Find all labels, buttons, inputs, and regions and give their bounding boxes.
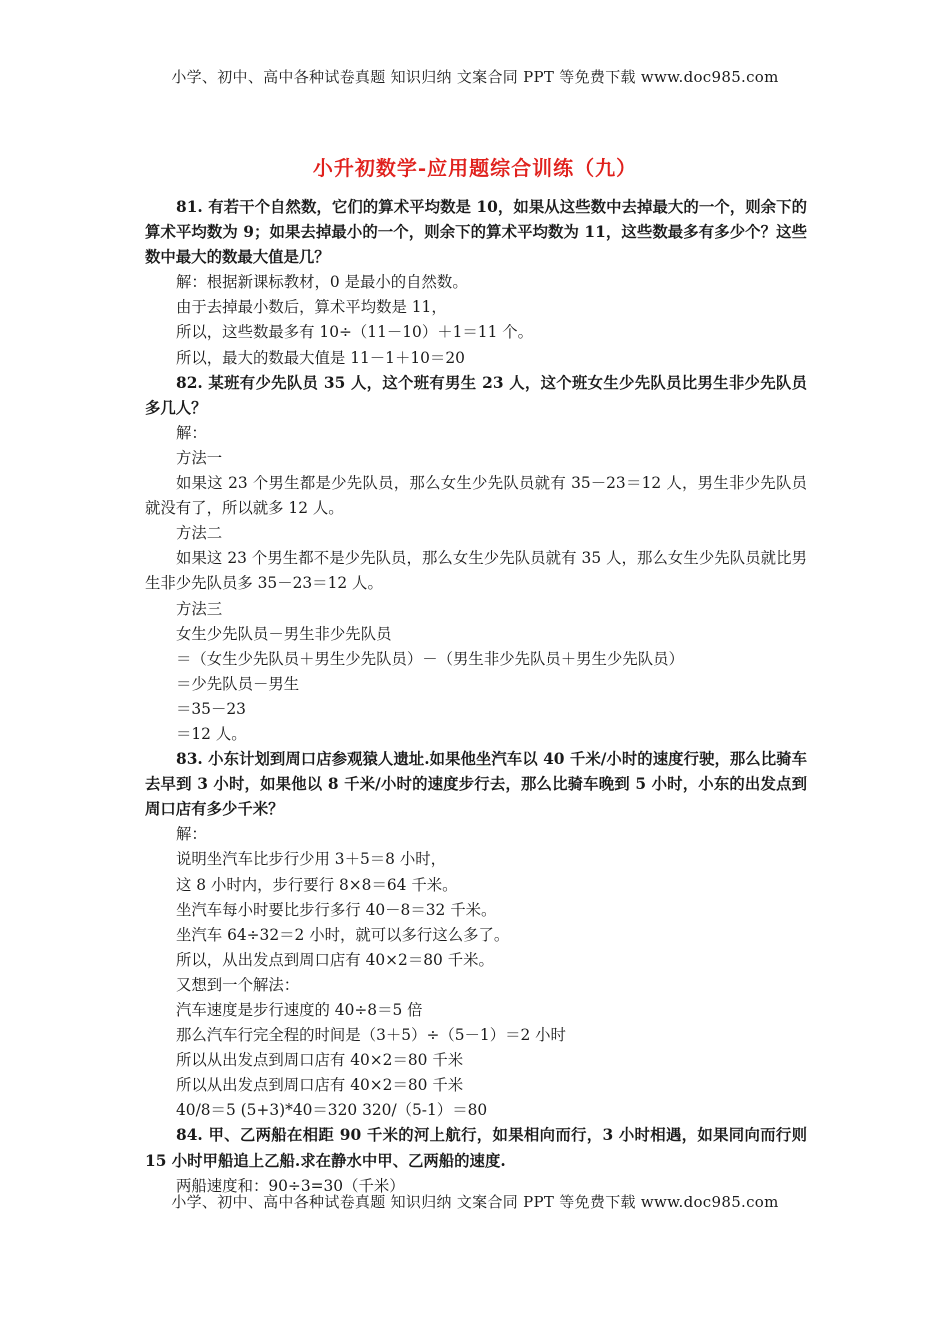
question-paragraph: 82. 某班有少先队员 35 人，这个班有男生 23 人，这个班女生少先队员比男生非少先队员多几人？ [145,373,807,417]
answer-line: 由于去掉最小数后，算术平均数是 11， [176,298,447,317]
answer-line: 坐汽车 64÷32＝2 小时，就可以多行这么多了。 [176,925,510,944]
answer-line: ＝少先队员－男生 [176,674,300,693]
answer-line: 方法三 [176,599,223,618]
answer-line: 两船速度和：90÷3=30（千米） [176,1176,405,1195]
question-paragraph: 83. 小东计划到周口店参观猿人遗址.如果他坐汽车以 40 千米/小时的速度行驶，那么比骑车去早到 3 小时，如果他以 8 千米/小时的速度步行去，那么比骑车晚到 5 小时，小东的出发点到周口店有多少千米？ [145,750,807,819]
answer-line: 40/8＝5 (5+3)*40＝320 320/（5-1）＝80 [176,1101,488,1120]
document-title: 小升初数学-应用题综合训练（九） [312,156,638,180]
answer-line: ＝35－23 [176,699,246,718]
answer-line: 那么汽车行完全程的时间是（3＋5）÷（5－1）＝2 小时 [176,1026,566,1045]
answer-line: 说明坐汽车比步行少用 3＋5＝8 小时， [176,850,447,869]
document-body [145,195,807,1199]
answer-line: 汽车速度是步行速度的 40÷8＝5 倍 [176,1001,423,1019]
answer-line: 所以从出发点到周口店有 40×2＝80 千米 [176,1076,464,1095]
answer-line: 所以，从出发点到周口店有 40×2＝80 千米。 [176,950,494,969]
answer-line: 这 8 小时内，步行要行 8×8＝64 千米。 [176,875,458,894]
answer-line: 所以，最大的数最大值是 11－1＋10＝20 [176,348,465,367]
page-header: 小学、初中、高中各种试卷真题 知识归纳 文案合同 PPT 等免费下载 www.doc985.com [171,68,779,86]
answer-line: ＝12 人。 [176,724,247,743]
answer-line: 方法一 [176,448,223,467]
answer-line: 解： [176,423,207,442]
answer-line: 解：根据新课标教材，0 是最小的自然数。 [176,273,468,292]
answer-line: ＝（女生少先队员＋男生少先队员）－（男生非少先队员＋男生少先队员） [176,649,684,668]
page-footer: 小学、初中、高中各种试卷真题 知识归纳 文案合同 PPT 等免费下载 www.doc985.com [171,1193,779,1211]
answer-line: 如果这 23 个男生都不是少先队员，那么女生少先队员就有 35 人，那么女生少先队员就比男生非少先队员多 35－23＝12 人。 [145,549,807,593]
question-paragraph: 84. 甲、乙两船在相距 90 千米的河上航行，如果相向而行，3 小时相遇，如果同向而行则 15 小时甲船追上乙船.求在静水中甲、乙两船的速度. [145,1126,807,1170]
answer-line: 坐汽车每小时要比步行多行 40－8＝32 千米。 [176,900,497,919]
answer-line: 如果这 23 个男生都是少先队员，那么女生少先队员就有 35－23＝12 人，男生非少先队员就没有了，所以就多 12 人。 [145,474,807,518]
question-paragraph: 81. 有若干个自然数，它们的算术平均数是 10，如果从这些数中去掉最大的一个，则余下的算术平均数为 9；如果去掉最小的一个，则余下的算术平均数为 11，这些数最多有多少个？这些数中最大的数最大值是几？ [145,198,807,267]
answer-line: 方法二 [176,524,223,543]
answer-line: 女生少先队员－男生非少先队员 [176,624,392,643]
answer-line: 所以，这些数最多有 10÷（11－10）＋1＝11 个。 [176,323,534,342]
answer-line: 解： [176,825,207,844]
answer-line: 又想到一个解法： [176,975,300,994]
answer-line: 所以从出发点到周口店有 40×2＝80 千米 [176,1051,464,1070]
